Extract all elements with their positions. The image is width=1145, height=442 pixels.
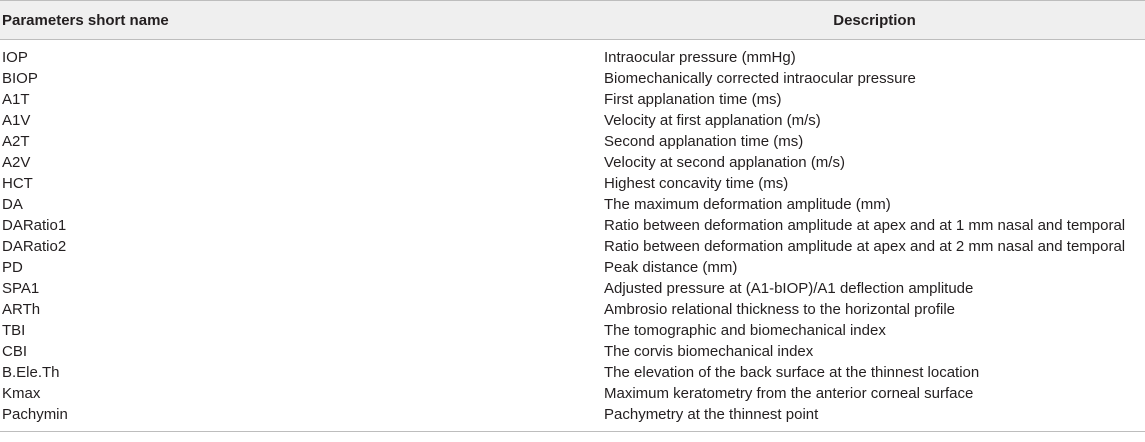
parameter-description: Second applanation time (ms) xyxy=(604,133,804,150)
table-row xyxy=(0,215,1145,236)
parameter-short-name: SPA1 xyxy=(2,280,40,297)
parameter-description: Intraocular pressure (mmHg) xyxy=(604,49,796,66)
parameter-short-name: B.Ele.Th xyxy=(2,364,60,381)
table-header xyxy=(0,1,1145,40)
table-row xyxy=(0,299,1145,320)
table-row xyxy=(0,404,1145,432)
table-row xyxy=(0,320,1145,341)
parameter-short-name: PD xyxy=(2,259,23,276)
parameter-description: The maximum deformation amplitude (mm) xyxy=(604,196,891,213)
table-row xyxy=(0,152,1145,173)
table-row xyxy=(0,89,1145,110)
parameter-short-name: A1V xyxy=(2,112,31,129)
parameter-short-name: BIOP xyxy=(2,70,38,87)
parameter-description: Ratio between deformation amplitude at apex and at 1 mm nasal and temporal xyxy=(604,217,1126,234)
parameter-short-name: Pachymin xyxy=(0,404,604,432)
parameter-description: Pachymetry at the thinnest point xyxy=(604,404,1145,432)
table-row xyxy=(0,362,1145,383)
parameter-short-name: ARTh xyxy=(2,301,41,318)
parameter-description: Highest concavity time (ms) xyxy=(604,175,789,192)
header-description: Description xyxy=(604,1,1145,40)
parameter-short-name: Kmax xyxy=(2,385,41,402)
table-row xyxy=(0,173,1145,194)
parameter-description: The elevation of the back surface at the thinnest location xyxy=(604,364,980,381)
table-row xyxy=(0,383,1145,404)
parameter-description: Velocity at second applanation (m/s) xyxy=(604,154,845,171)
parameter-short-name: A2T xyxy=(2,133,30,150)
parameter-description: Peak distance (mm) xyxy=(604,259,738,276)
parameter-short-name: CBI xyxy=(2,343,28,360)
table-row xyxy=(0,110,1145,131)
parameter-short-name: HCT xyxy=(2,175,33,192)
parameter-description: Ambrosio relational thickness to the horizontal profile xyxy=(604,301,956,318)
parameter-description: Velocity at first applanation (m/s) xyxy=(604,112,821,129)
parameter-description: Ratio between deformation amplitude at apex and at 2 mm nasal and temporal xyxy=(604,238,1126,255)
table-body xyxy=(0,40,1145,432)
table-row xyxy=(0,131,1145,152)
parameter-description: Adjusted pressure at (A1-bIOP)/A1 deflection amplitude xyxy=(604,280,974,297)
table-row xyxy=(0,257,1145,278)
table-row xyxy=(0,194,1145,215)
header-short-name: Parameters short name xyxy=(0,1,604,40)
parameter-description: The corvis biomechanical index xyxy=(604,343,814,360)
table-row xyxy=(0,40,1145,69)
parameter-description: Biomechanically corrected intraocular pressure xyxy=(604,70,916,87)
header-row xyxy=(0,1,1145,40)
parameter-short-name: DA xyxy=(2,196,23,213)
parameter-short-name: A2V xyxy=(2,154,31,171)
parameter-short-name: DARatio2 xyxy=(2,238,67,255)
parameter-description: First applanation time (ms) xyxy=(604,91,782,108)
table-row xyxy=(0,236,1145,257)
parameter-short-name: A1T xyxy=(2,91,30,108)
table-row xyxy=(0,278,1145,299)
parameter-description: The tomographic and biomechanical index xyxy=(604,322,886,339)
parameter-short-name: DARatio1 xyxy=(2,217,67,234)
parameter-description: Maximum keratometry from the anterior corneal surface xyxy=(604,385,974,402)
parameter-short-name: IOP xyxy=(2,49,28,66)
table-row xyxy=(0,68,1145,89)
parameter-short-name: TBI xyxy=(2,322,26,339)
table-row xyxy=(0,341,1145,362)
